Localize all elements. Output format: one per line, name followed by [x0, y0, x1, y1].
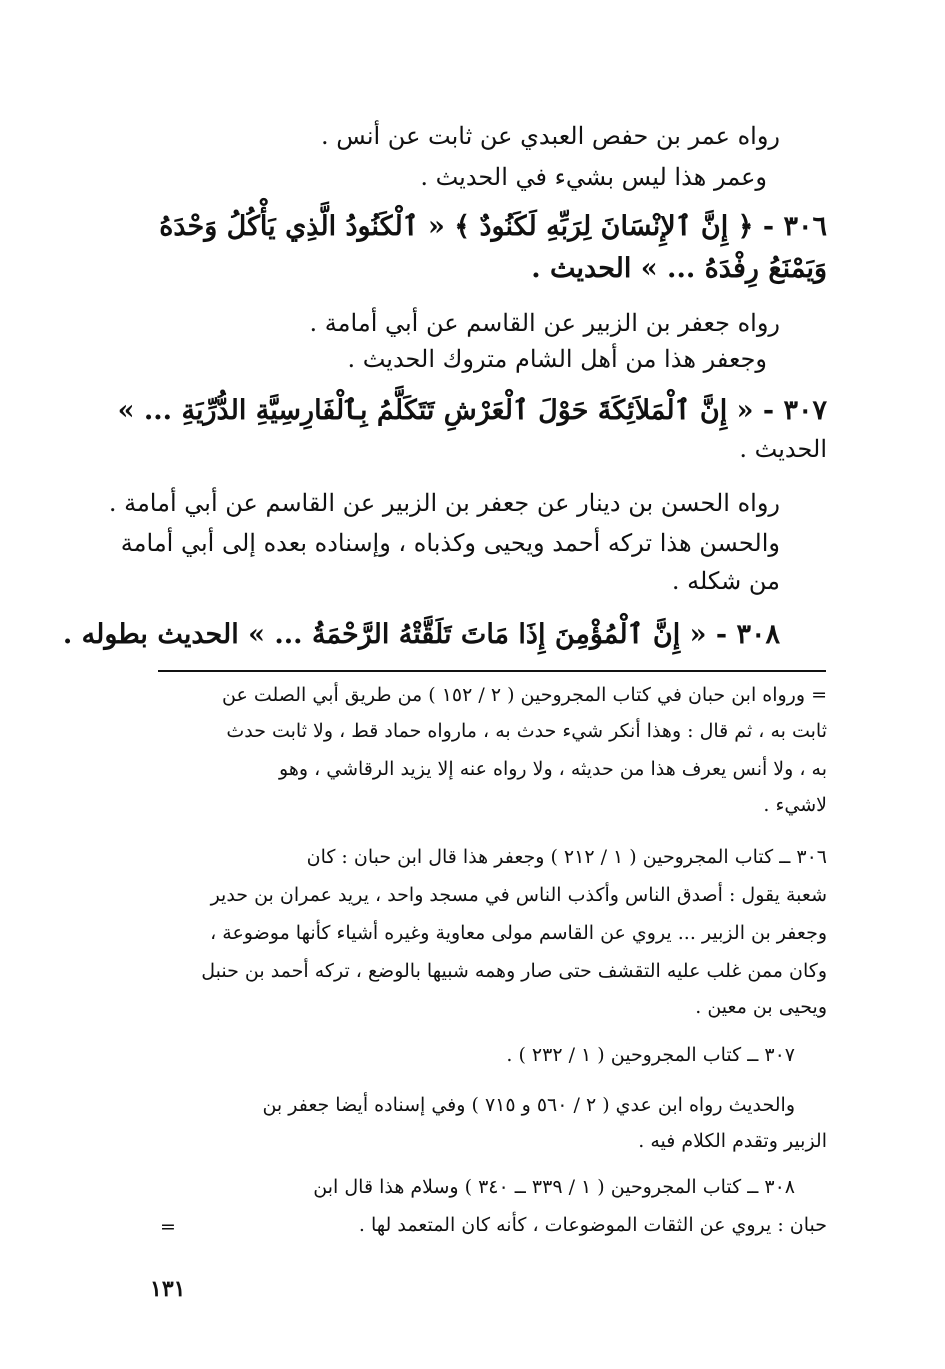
footnote-line: ثابت به ، ثم قال : وهذا أنكر شيء حدث به ، مارواه حماد قط ، ولا ثابت حدث: [226, 720, 827, 742]
main-line: وعمر هذا ليس بشيء في الحديث .: [420, 163, 767, 191]
footnote-line: لاشيء .: [763, 794, 827, 816]
footnote-line: شعبة يقول : أصدق الناس وأكذب الناس في مسجد واحد ، يريد عمران بن حدير: [210, 884, 827, 906]
hadith-306-heading: ٣٠٦ - ﴿ إِنَّ ٱلإِنْسَانَ لِرَبِّهِ لَكَنُودٌ ﴾ « ٱلْكَنُودُ الَّذِي يَأْكُلُ وَحْدَهُ: [159, 211, 827, 242]
footnote-308: ٣٠٨ ــ كتاب المجروحين ( ١ / ٣٣٩ ــ ٣٤٠ ) وسلام هذا قال ابن: [313, 1176, 795, 1198]
main-line: الحديث .: [739, 435, 827, 463]
page-number: ١٣١: [150, 1276, 186, 1302]
main-line: وَيَمْنَعُ رِفْدَهُ ... » الحديث .: [531, 253, 827, 284]
footnote-line: حبان : يروي عن الثقات الموضوعات ، كأنه كان المتعمد لها .: [358, 1214, 827, 1236]
main-line: رواه الحسن بن دينار عن جعفر بن الزبير عن القاسم عن أبي أمامة .: [108, 489, 780, 517]
hadith-307-heading: ٣٠٧ - « إِنَّ ٱلْمَلاَئِكَةَ حَوْلَ ٱلْعَرْشِ تَتَكَلَّمُ بِٱلْفَارِسِيَّةِ الدُّرِّيَةِ ... »: [117, 395, 827, 426]
footnote-line: به ، ولا أنس يعرف هذا من حديثه ، ولا رواه عنه إلا يزيد الرقاشي ، وهو: [279, 758, 827, 780]
footnote-line: ويحيى بن معين .: [695, 996, 827, 1018]
footnote-line: وكان ممن غلب عليه التقشف حتى صار وهمه شبيها بالوضع ، تركه أحمد بن حنبل: [201, 960, 827, 982]
footnote-307: ٣٠٧ ــ كتاب المجروحين ( ١ / ٢٣٢ ) .: [506, 1044, 795, 1066]
main-line: وجعفر هذا من أهل الشام متروك الحديث .: [347, 345, 767, 373]
main-line: من شكله .: [671, 567, 780, 595]
footnote-306: ٣٠٦ ــ كتاب المجروحين ( ١ / ٢١٢ ) وجعفر هذا قال ابن حبان : كان: [306, 846, 827, 868]
main-line: رواه جعفر بن الزبير عن القاسم عن أبي أمامة .: [309, 309, 780, 337]
main-line: والحسن هذا تركه أحمد ويحيى وكذباه ، وإسناده بعده إلى أبي أمامة: [120, 529, 780, 557]
footnote-line: والحديث رواه ابن عدي ( ٢ / ٥٦٠ و ٧١٥ ) وفي إسناده أيضا جعفر بن: [262, 1094, 795, 1116]
continuation-mark: =: [160, 1216, 176, 1238]
footnote-line: = ورواه ابن حبان في كتاب المجروحين ( ٢ / ١٥٢ ) من طريق أبي الصلت عن: [221, 684, 827, 706]
footnote-line: الزبير وتقدم الكلام فيه .: [638, 1130, 827, 1152]
footnote-separator: [158, 670, 826, 672]
footnote-line: وجعفر بن الزبير ... يروي عن القاسم مولى معاوية وغيره أشياء كأنها موضوعة ،: [210, 922, 827, 944]
main-line: رواه عمر بن حفص العبدي عن ثابت عن أنس .: [320, 122, 780, 150]
hadith-308-heading: ٣٠٨ - « إِنَّ ٱلْمُؤْمِنَ إِذَا مَاتَ تَلَقَّتْهُ الرَّحْمَةُ ... » الحديث بطوله .: [62, 619, 780, 650]
